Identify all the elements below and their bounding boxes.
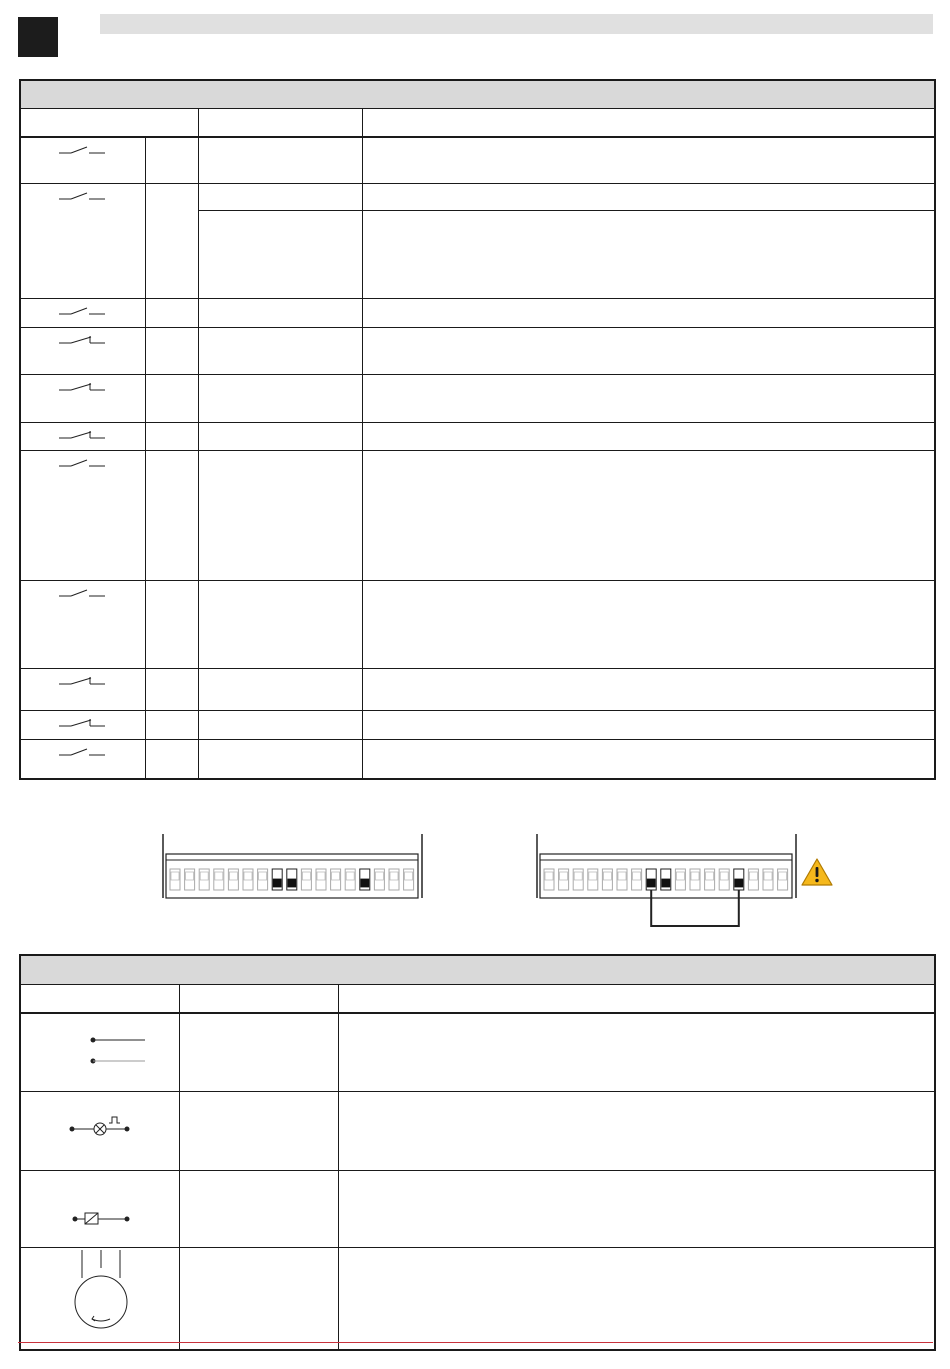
function-cell	[198, 450, 362, 580]
description-cell	[338, 1092, 935, 1171]
footer-rule	[18, 1342, 933, 1343]
outputs-header-symbol	[20, 984, 179, 1013]
description-cell	[338, 1013, 935, 1092]
dip-switch-knob	[749, 872, 757, 880]
table-row	[20, 739, 935, 779]
table-row	[20, 422, 935, 450]
dip-switch-knob	[215, 872, 223, 880]
dip-switch-knob	[186, 872, 194, 880]
description-cell	[338, 1171, 935, 1248]
no-contact-icon	[20, 450, 145, 580]
nc-contact-icon	[20, 710, 145, 739]
dip-switch-knob	[735, 879, 743, 887]
terminal-cell	[179, 1171, 338, 1248]
description-cell	[362, 422, 935, 450]
function-cell	[198, 183, 362, 210]
dip-switch-knob	[706, 872, 714, 880]
function-cell	[198, 374, 362, 422]
table-row	[20, 668, 935, 710]
power-lines-icon	[20, 1013, 179, 1092]
terminal-cell	[145, 450, 198, 580]
table-row	[20, 298, 935, 327]
table-row	[20, 1092, 935, 1171]
table-row	[20, 137, 935, 183]
no-contact-icon	[20, 183, 145, 298]
dip-switch-knob	[560, 872, 568, 880]
outputs-header-terminal	[179, 984, 338, 1013]
terminal-cell	[145, 580, 198, 668]
dip-switch-knob	[764, 872, 772, 880]
dip-switch-knob	[676, 872, 684, 880]
dip-switch-knob	[390, 872, 398, 880]
description-cell	[362, 298, 935, 327]
function-cell	[198, 668, 362, 710]
terminal-cell	[145, 183, 198, 298]
description-cell	[362, 739, 935, 779]
function-cell	[198, 710, 362, 739]
table-row	[20, 183, 935, 210]
description-cell	[362, 137, 935, 183]
nc-contact-icon	[20, 327, 145, 374]
nc-contact-icon	[20, 422, 145, 450]
dip-switch-knob	[647, 879, 655, 887]
dip-switch-knob	[259, 872, 267, 880]
function-cell	[198, 210, 362, 298]
terminal-cell	[145, 668, 198, 710]
dip-switch-knob	[405, 872, 413, 880]
table-row	[20, 1171, 935, 1248]
description-cell	[362, 183, 935, 210]
terminal-cell	[145, 298, 198, 327]
function-cell	[198, 739, 362, 779]
terminal-cell	[179, 1092, 338, 1171]
table-row	[20, 450, 935, 580]
description-cell	[362, 580, 935, 668]
dip-switch-knob	[288, 879, 296, 887]
inputs-header-description	[362, 108, 935, 137]
dip-switch-knob	[332, 872, 340, 880]
dip-switch-knob	[720, 872, 728, 880]
table-row	[20, 1013, 935, 1092]
table-row	[20, 710, 935, 739]
dip-switch-knob	[171, 872, 179, 880]
flashing-lamp-icon	[20, 1092, 179, 1171]
description-cell	[362, 327, 935, 374]
description-cell	[362, 668, 935, 710]
dip-switch-knob	[302, 872, 310, 880]
dip-switch-knob	[317, 872, 325, 880]
description-cell	[362, 374, 935, 422]
no-contact-icon	[20, 580, 145, 668]
dip-switch-bank-right	[534, 832, 799, 937]
lock-icon	[20, 1171, 179, 1248]
dip-switch-knob	[244, 872, 252, 880]
table-row	[20, 580, 935, 668]
function-cell	[198, 137, 362, 183]
outputs-table	[19, 954, 936, 1351]
warning-triangle-icon	[801, 858, 833, 891]
inputs-header-function	[198, 108, 362, 137]
inputs-table	[19, 79, 936, 780]
description-cell	[362, 450, 935, 580]
dip-switch-knob	[545, 872, 553, 880]
dip-switch-knob	[662, 879, 670, 887]
inputs-table-title	[20, 80, 935, 108]
dip-switch-knob	[618, 872, 626, 880]
nc-contact-icon	[20, 374, 145, 422]
dip-switch-knob	[375, 872, 383, 880]
dip-switch-knob	[574, 872, 582, 880]
motor-icon	[20, 1248, 179, 1351]
terminal-cell	[145, 739, 198, 779]
terminal-cell	[145, 710, 198, 739]
terminal-cell	[179, 1013, 338, 1092]
dip-switch-knob	[779, 872, 787, 880]
terminal-cell	[145, 327, 198, 374]
page-marker-block	[18, 17, 58, 57]
no-contact-icon	[20, 298, 145, 327]
dip-switch-knob	[273, 879, 281, 887]
function-cell	[198, 422, 362, 450]
dip-switch-knob	[633, 872, 641, 880]
table-row	[20, 1248, 935, 1351]
table-row	[20, 327, 935, 374]
nc-contact-icon	[20, 668, 145, 710]
header-bar	[100, 14, 933, 34]
dip-switch-knob	[200, 872, 208, 880]
dip-switch-knob	[346, 872, 354, 880]
function-cell	[198, 298, 362, 327]
description-cell	[338, 1248, 935, 1351]
dip-switch-knob	[589, 872, 597, 880]
dip-switch-knob	[229, 872, 237, 880]
inputs-header-symbol	[20, 108, 198, 137]
description-cell	[362, 210, 935, 298]
terminal-cell	[145, 374, 198, 422]
dip-switch-bank-left	[160, 832, 425, 907]
no-contact-icon	[20, 739, 145, 779]
dip-switch-knob	[603, 872, 611, 880]
table-row	[20, 374, 935, 422]
terminal-cell	[179, 1248, 338, 1351]
terminal-cell	[145, 422, 198, 450]
dip-switch-knob	[691, 872, 699, 880]
outputs-header-description	[338, 984, 935, 1013]
function-cell	[198, 580, 362, 668]
description-cell	[362, 710, 935, 739]
no-contact-icon	[20, 137, 145, 183]
dip-switch-knob	[361, 879, 369, 887]
terminal-cell	[145, 137, 198, 183]
function-cell	[198, 327, 362, 374]
outputs-table-title	[20, 955, 935, 984]
